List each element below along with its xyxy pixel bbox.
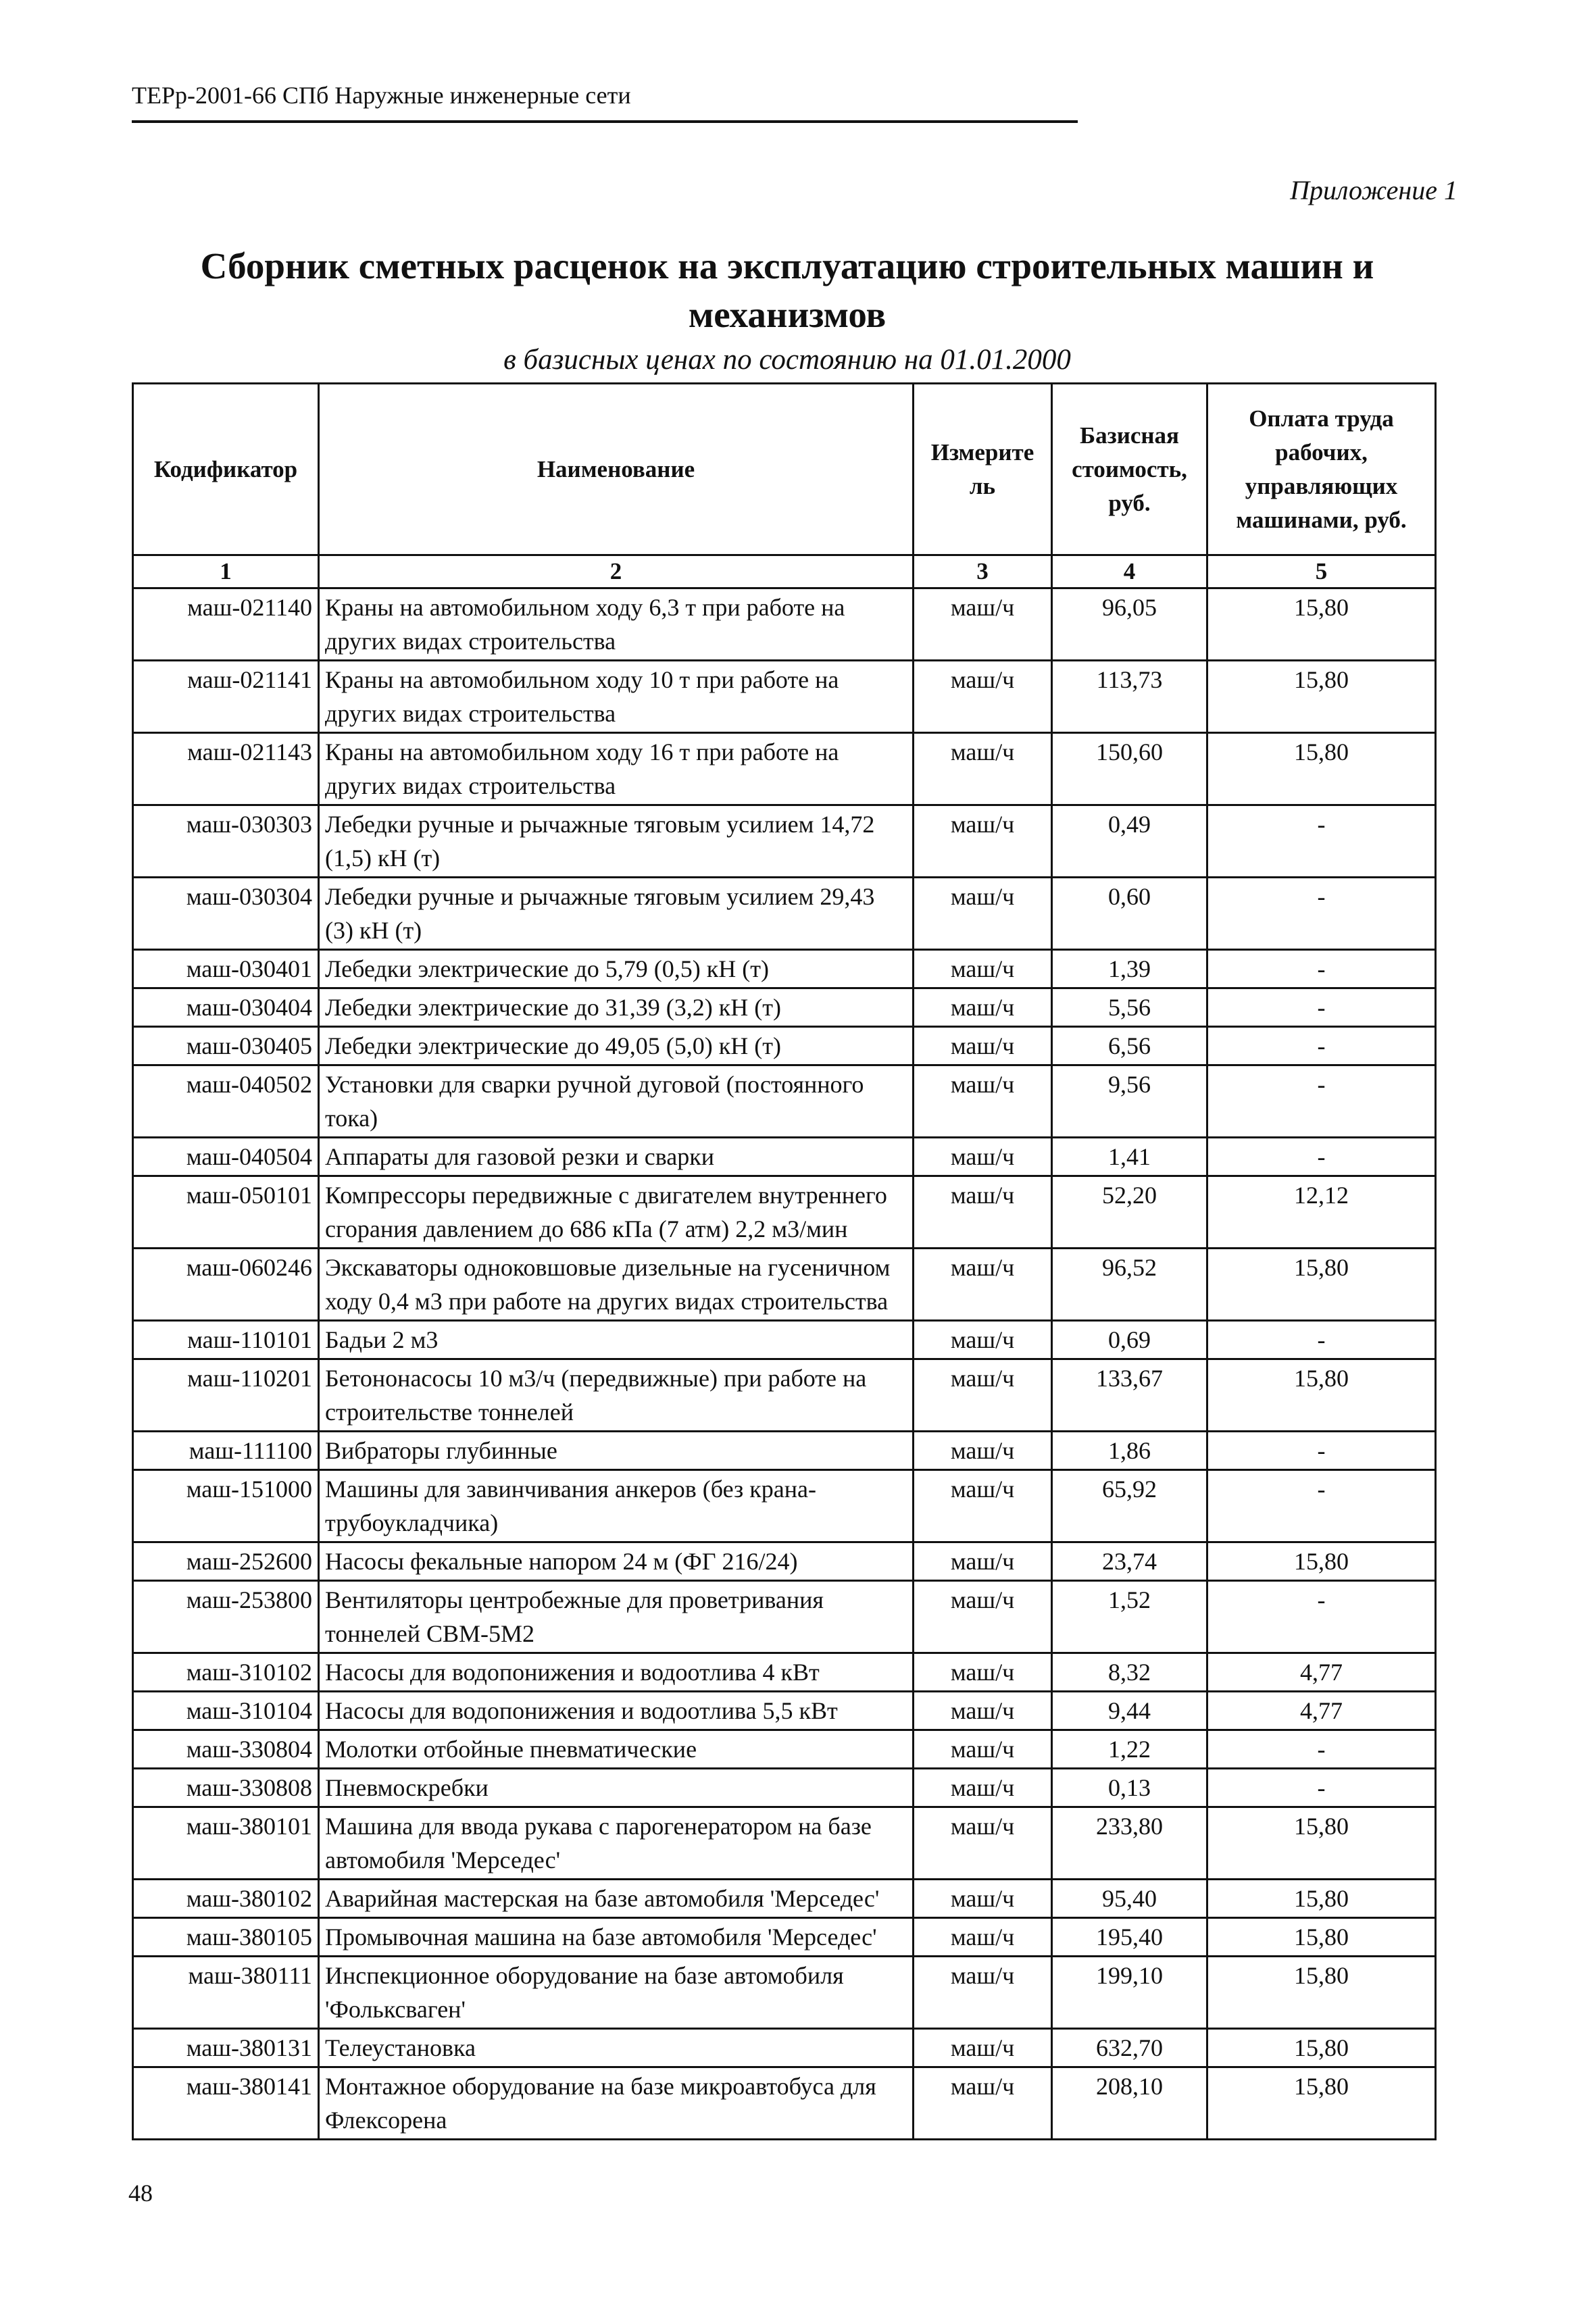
- cell-cost: 1,86: [1052, 1432, 1207, 1470]
- cell-code: маш-330804: [133, 1730, 319, 1769]
- table-row: [133, 1027, 1436, 1065]
- cell-code: маш-380131: [133, 2029, 319, 2067]
- cell-code: маш-310104: [133, 1692, 319, 1730]
- cell-pay: -: [1207, 1321, 1436, 1359]
- cell-name: Насосы фекальные напором 24 м (ФГ 216/24): [319, 1542, 914, 1581]
- cell-pay: -: [1207, 805, 1436, 878]
- cell-pay: 15,80: [1207, 2029, 1436, 2067]
- header-unit: Измерите ль: [914, 384, 1052, 555]
- column-number-row: [133, 555, 1436, 588]
- cell-name: Лебедки электрические до 5,79 (0,5) кН (т): [319, 950, 914, 988]
- cell-pay: -: [1207, 1065, 1436, 1138]
- cell-name: Бетононасосы 10 м3/ч (передвижные) при работе на строительстве тоннелей: [319, 1359, 914, 1432]
- table-row: [133, 1542, 1436, 1581]
- cell-code: маш-151000: [133, 1470, 319, 1542]
- cell-pay: -: [1207, 1730, 1436, 1769]
- table-row: [133, 988, 1436, 1027]
- cell-unit: маш/ч: [914, 588, 1052, 661]
- table-row: [133, 950, 1436, 988]
- table-row: [133, 1470, 1436, 1542]
- table-row: [133, 1432, 1436, 1470]
- cell-code: маш-111100: [133, 1432, 319, 1470]
- price-table: [132, 382, 1437, 2140]
- cell-code: маш-030404: [133, 988, 319, 1027]
- cell-cost: 632,70: [1052, 2029, 1207, 2067]
- cell-name: Насосы для водопонижения и водоотлива 4 кВт: [319, 1653, 914, 1692]
- cell-name: Насосы для водопонижения и водоотлива 5,5 кВт: [319, 1692, 914, 1730]
- cell-cost: 0,49: [1052, 805, 1207, 878]
- cell-code: маш-330808: [133, 1769, 319, 1807]
- cell-cost: 195,40: [1052, 1918, 1207, 1957]
- cell-cost: 23,74: [1052, 1542, 1207, 1581]
- column-number: 3: [914, 555, 1052, 588]
- table-row: [133, 2067, 1436, 2140]
- cell-name: Лебедки электрические до 31,39 (3,2) кН (т): [319, 988, 914, 1027]
- cell-name: Машины для завинчивания анкеров (без крана-трубоукладчика): [319, 1470, 914, 1542]
- cell-name: Лебедки ручные и рычажные тяговым усилием 29,43 (3) кН (т): [319, 878, 914, 950]
- header-pay: Оплата труда рабочих, управляющих машинами, руб.: [1207, 384, 1436, 555]
- column-number: 2: [319, 555, 914, 588]
- cell-code: маш-060246: [133, 1249, 319, 1321]
- cell-cost: 52,20: [1052, 1176, 1207, 1249]
- cell-pay: -: [1207, 1470, 1436, 1542]
- cell-cost: 9,44: [1052, 1692, 1207, 1730]
- table-row: [133, 878, 1436, 950]
- cell-name: Телеустановка: [319, 2029, 914, 2067]
- table-row: [133, 1807, 1436, 1880]
- table-row: [133, 1065, 1436, 1138]
- cell-cost: 8,32: [1052, 1653, 1207, 1692]
- cell-pay: 15,80: [1207, 1807, 1436, 1880]
- cell-cost: 1,41: [1052, 1138, 1207, 1176]
- cell-unit: маш/ч: [914, 2067, 1052, 2140]
- cell-name: Бадьи 2 м3: [319, 1321, 914, 1359]
- column-number: 4: [1052, 555, 1207, 588]
- cell-code: маш-110101: [133, 1321, 319, 1359]
- header-rule: [132, 120, 1078, 123]
- cell-cost: 113,73: [1052, 661, 1207, 733]
- cell-unit: маш/ч: [914, 1027, 1052, 1065]
- cell-name: Пневмоскребки: [319, 1769, 914, 1807]
- cell-code: маш-040504: [133, 1138, 319, 1176]
- cell-cost: 0,69: [1052, 1321, 1207, 1359]
- cell-cost: 0,13: [1052, 1769, 1207, 1807]
- cell-cost: 95,40: [1052, 1880, 1207, 1918]
- cell-name: Лебедки ручные и рычажные тяговым усилием 14,72 (1,5) кН (т): [319, 805, 914, 878]
- cell-unit: маш/ч: [914, 878, 1052, 950]
- cell-pay: 15,80: [1207, 1918, 1436, 1957]
- header-cost: Базисная стоимость, руб.: [1052, 384, 1207, 555]
- cell-name: Машина для ввода рукава с парогенератором на базе автомобиля 'Мерседес': [319, 1807, 914, 1880]
- cell-unit: маш/ч: [914, 1359, 1052, 1432]
- document-title: [132, 242, 1443, 339]
- cell-cost: 208,10: [1052, 2067, 1207, 2140]
- cell-name: Вентиляторы центробежные для проветривания тоннелей СВМ-5М2: [319, 1581, 914, 1653]
- cell-pay: 15,80: [1207, 1249, 1436, 1321]
- cell-name: Установки для сварки ручной дуговой (постоянного тока): [319, 1065, 914, 1138]
- cell-unit: маш/ч: [914, 1918, 1052, 1957]
- cell-pay: 15,80: [1207, 733, 1436, 805]
- cell-cost: 133,67: [1052, 1359, 1207, 1432]
- cell-unit: маш/ч: [914, 1730, 1052, 1769]
- cell-pay: -: [1207, 1027, 1436, 1065]
- cell-name: Вибраторы глубинные: [319, 1432, 914, 1470]
- cell-pay: -: [1207, 878, 1436, 950]
- cell-name: Компрессоры передвижные с двигателем внутреннего сгорания давлением до 686 кПа (7 атм) 2,2 м3/мин: [319, 1176, 914, 1249]
- title-line-2: механизмов: [688, 294, 887, 335]
- table-row: [133, 2029, 1436, 2067]
- cell-code: маш-310102: [133, 1653, 319, 1692]
- cell-name: Аварийная мастерская на базе автомобиля 'Мерседес': [319, 1880, 914, 1918]
- title-line-1: Сборник сметных расценок на эксплуатацию строительных машин и: [200, 245, 1374, 286]
- cell-cost: 65,92: [1052, 1470, 1207, 1542]
- cell-cost: 6,56: [1052, 1027, 1207, 1065]
- cell-unit: маш/ч: [914, 1176, 1052, 1249]
- cell-pay: -: [1207, 1769, 1436, 1807]
- cell-pay: 4,77: [1207, 1692, 1436, 1730]
- cell-pay: -: [1207, 1432, 1436, 1470]
- cell-pay: 12,12: [1207, 1176, 1436, 1249]
- cell-unit: маш/ч: [914, 1065, 1052, 1138]
- cell-unit: маш/ч: [914, 733, 1052, 805]
- cell-unit: маш/ч: [914, 1249, 1052, 1321]
- cell-pay: -: [1207, 1138, 1436, 1176]
- cell-pay: 15,80: [1207, 1359, 1436, 1432]
- table-header-row: [133, 384, 1436, 555]
- appendix-label: Приложение 1: [1290, 175, 1457, 205]
- cell-pay: 15,80: [1207, 588, 1436, 661]
- cell-name: Инспекционное оборудование на базе автомобиля 'Фольксваген': [319, 1957, 914, 2029]
- cell-pay: -: [1207, 950, 1436, 988]
- header-name: Наименование: [319, 384, 914, 555]
- cell-code: маш-252600: [133, 1542, 319, 1581]
- cell-name: Промывочная машина на базе автомобиля 'Мерседес': [319, 1918, 914, 1957]
- table-row: [133, 1321, 1436, 1359]
- cell-pay: 15,80: [1207, 1880, 1436, 1918]
- cell-code: маш-030303: [133, 805, 319, 878]
- cell-name: Экскаваторы одноковшовые дизельные на гусеничном ходу 0,4 м3 при работе на других видах строительства: [319, 1249, 914, 1321]
- running-title: ТЕРр-2001-66 СПб Наружные инженерные сети: [132, 82, 631, 109]
- cell-unit: маш/ч: [914, 988, 1052, 1027]
- cell-unit: маш/ч: [914, 1807, 1052, 1880]
- cell-code: маш-253800: [133, 1581, 319, 1653]
- cell-name: Монтажное оборудование на базе микроавтобуса для Флексорена: [319, 2067, 914, 2140]
- cell-unit: маш/ч: [914, 1769, 1052, 1807]
- cell-pay: 15,80: [1207, 1957, 1436, 2029]
- cell-cost: 1,22: [1052, 1730, 1207, 1769]
- cell-unit: маш/ч: [914, 1653, 1052, 1692]
- cell-name: Краны на автомобильном ходу 16 т при работе на других видах строительства: [319, 733, 914, 805]
- cell-cost: 150,60: [1052, 733, 1207, 805]
- cell-code: маш-030304: [133, 878, 319, 950]
- document-subtitle: в базисных ценах по состоянию на 01.01.2000: [503, 344, 1071, 376]
- table-row: [133, 1581, 1436, 1653]
- cell-unit: маш/ч: [914, 1957, 1052, 2029]
- table-row: [133, 1730, 1436, 1769]
- table-row: [133, 1769, 1436, 1807]
- cell-unit: маш/ч: [914, 950, 1052, 988]
- cell-code: маш-021140: [133, 588, 319, 661]
- table-body: [133, 588, 1436, 2140]
- column-number: 1: [133, 555, 319, 588]
- cell-pay: -: [1207, 988, 1436, 1027]
- cell-unit: маш/ч: [914, 661, 1052, 733]
- column-number: 5: [1207, 555, 1436, 588]
- table-row: [133, 1359, 1436, 1432]
- cell-name: Молотки отбойные пневматические: [319, 1730, 914, 1769]
- cell-cost: 96,52: [1052, 1249, 1207, 1321]
- table-row: [133, 661, 1436, 733]
- cell-cost: 199,10: [1052, 1957, 1207, 2029]
- cell-name: Лебедки электрические до 49,05 (5,0) кН (т): [319, 1027, 914, 1065]
- cell-code: маш-021141: [133, 661, 319, 733]
- cell-cost: 9,56: [1052, 1065, 1207, 1138]
- cell-code: маш-380102: [133, 1880, 319, 1918]
- header-code: Кодификатор: [133, 384, 319, 555]
- cell-cost: 96,05: [1052, 588, 1207, 661]
- cell-unit: маш/ч: [914, 1880, 1052, 1918]
- table-row: [133, 1880, 1436, 1918]
- cell-code: маш-380105: [133, 1918, 319, 1957]
- cell-unit: маш/ч: [914, 1432, 1052, 1470]
- table-row: [133, 588, 1436, 661]
- table-row: [133, 1249, 1436, 1321]
- cell-code: маш-050101: [133, 1176, 319, 1249]
- cell-code: маш-021143: [133, 733, 319, 805]
- table-row: [133, 1176, 1436, 1249]
- table-row: [133, 1653, 1436, 1692]
- cell-name: Краны на автомобильном ходу 10 т при работе на других видах строительства: [319, 661, 914, 733]
- cell-cost: 1,52: [1052, 1581, 1207, 1653]
- cell-unit: маш/ч: [914, 2029, 1052, 2067]
- cell-code: маш-380101: [133, 1807, 319, 1880]
- cell-code: маш-030401: [133, 950, 319, 988]
- table-row: [133, 733, 1436, 805]
- cell-name: Краны на автомобильном ходу 6,3 т при работе на других видах строительства: [319, 588, 914, 661]
- cell-unit: маш/ч: [914, 1470, 1052, 1542]
- cell-pay: 15,80: [1207, 1542, 1436, 1581]
- table-row: [133, 1957, 1436, 2029]
- cell-cost: 1,39: [1052, 950, 1207, 988]
- cell-pay: -: [1207, 1581, 1436, 1653]
- table-row: [133, 1138, 1436, 1176]
- cell-unit: маш/ч: [914, 805, 1052, 878]
- cell-code: маш-030405: [133, 1027, 319, 1065]
- table-row: [133, 805, 1436, 878]
- cell-pay: 15,80: [1207, 661, 1436, 733]
- page-number: 48: [128, 2180, 153, 2207]
- cell-unit: маш/ч: [914, 1692, 1052, 1730]
- cell-unit: маш/ч: [914, 1581, 1052, 1653]
- table-row: [133, 1692, 1436, 1730]
- cell-pay: 4,77: [1207, 1653, 1436, 1692]
- cell-name: Аппараты для газовой резки и сварки: [319, 1138, 914, 1176]
- cell-code: маш-380111: [133, 1957, 319, 2029]
- cell-code: маш-040502: [133, 1065, 319, 1138]
- cell-pay: 15,80: [1207, 2067, 1436, 2140]
- cell-cost: 233,80: [1052, 1807, 1207, 1880]
- cell-unit: маш/ч: [914, 1321, 1052, 1359]
- cell-cost: 0,60: [1052, 878, 1207, 950]
- cell-code: маш-110201: [133, 1359, 319, 1432]
- table-row: [133, 1918, 1436, 1957]
- cell-code: маш-380141: [133, 2067, 319, 2140]
- cell-cost: 5,56: [1052, 988, 1207, 1027]
- cell-unit: маш/ч: [914, 1138, 1052, 1176]
- cell-unit: маш/ч: [914, 1542, 1052, 1581]
